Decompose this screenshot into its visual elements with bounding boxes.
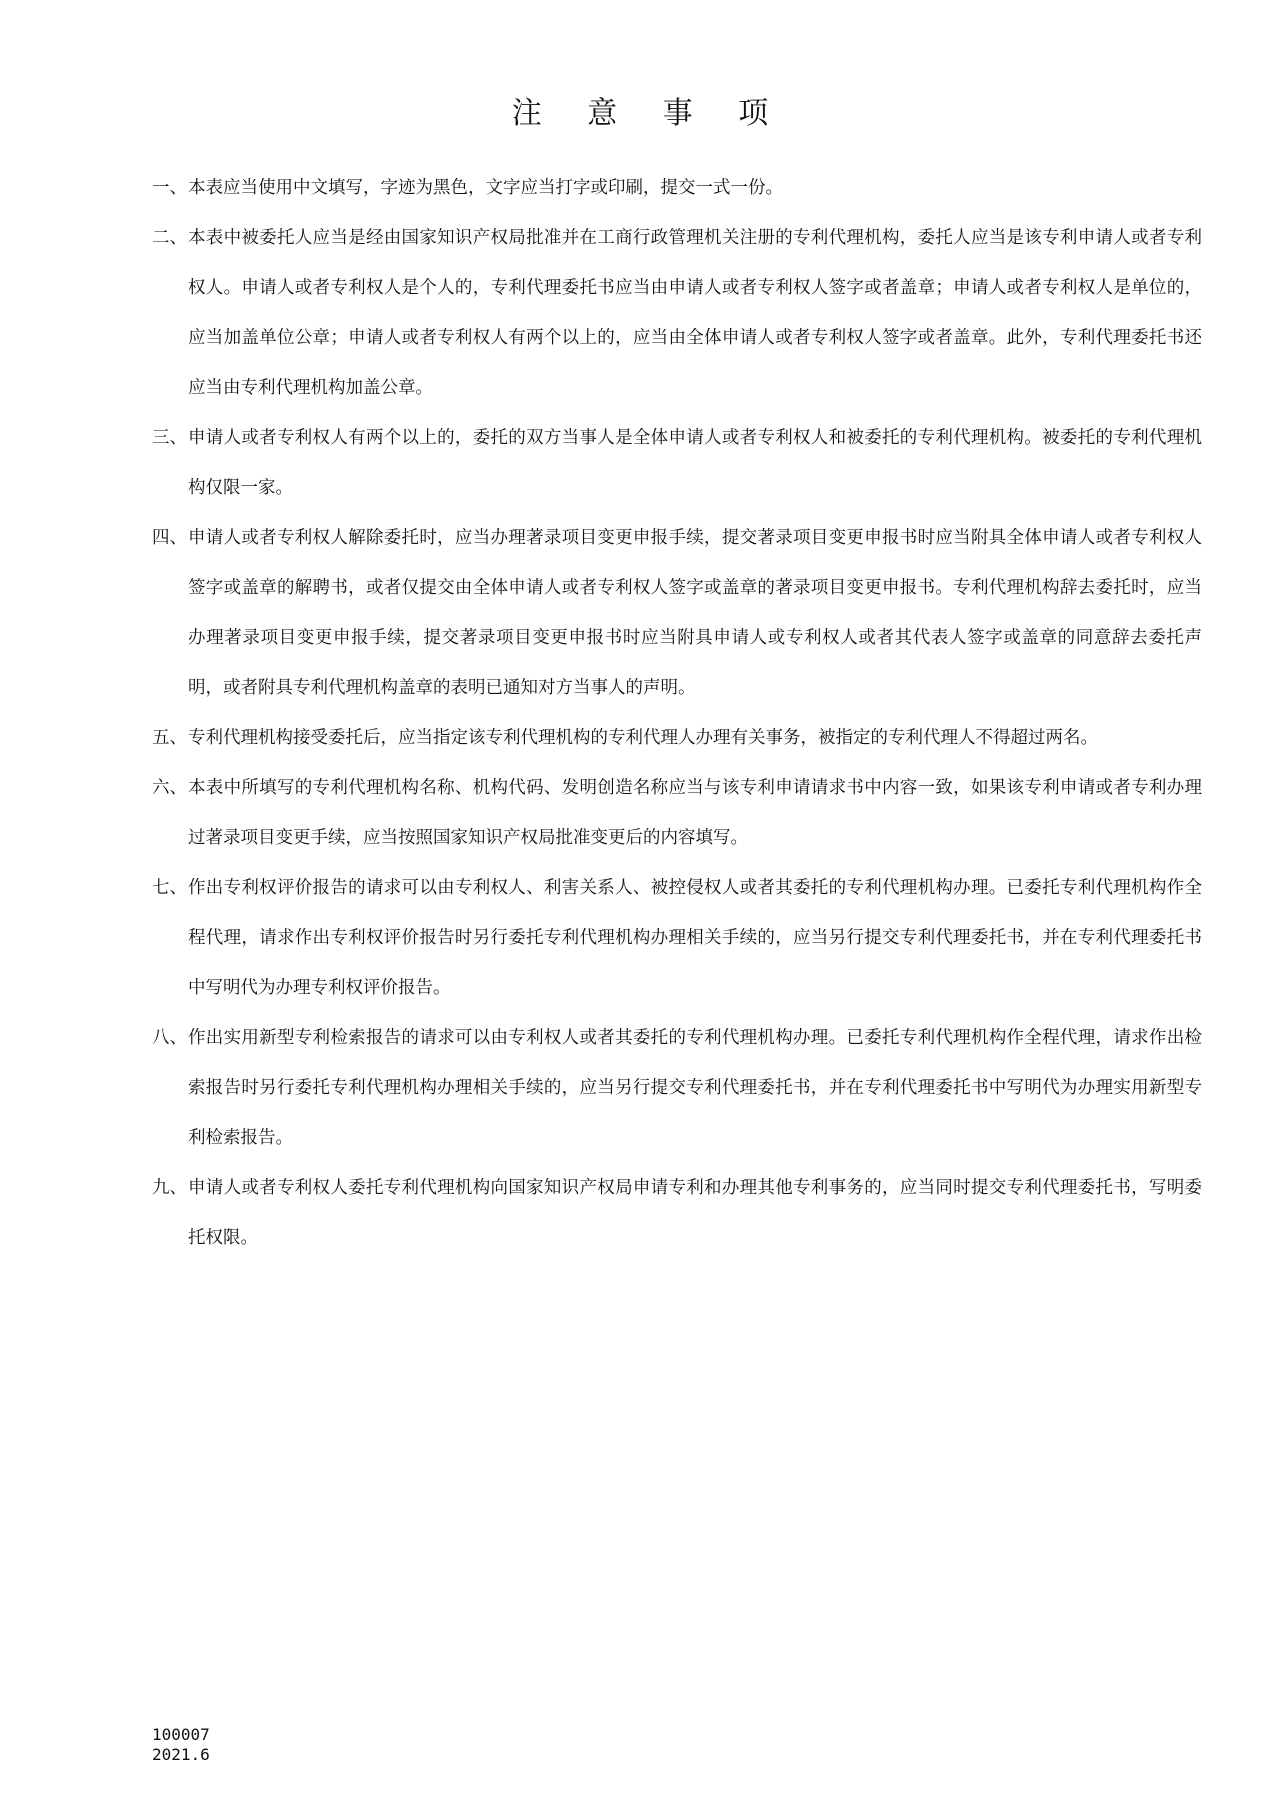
note-text: 本表中被委托人应当是经由国家知识产权局批准并在工商行政管理机关注册的专利代理机构，委托人应当是该专利申请人或者专利权人。申请人或者专利权人是个人的，专利代理委托书应当由申请人或者专利权人签字或者盖章；申请人或者专利权人是单位的，应当加盖单位公章；申请人或者专利权人有两个以上的，应当由全体申请人或者专利权人签字或者盖章。此外，专利代理委托书还应当由专利代理机构加盖公章。 [188,228,1202,398]
note-text: 专利代理机构接受委托后，应当指定该专利代理机构的专利代理人办理有关事务，被指定的专利代理人不得超过两名。 [188,728,1098,748]
note-item [152,513,1202,713]
note-item [152,763,1202,863]
form-footer [152,1725,210,1765]
note-item [152,713,1202,763]
note-text: 申请人或者专利权人委托专利代理机构向国家知识产权局申请专利和办理其他专利事务的，应当同时提交专利代理委托书，写明委托权限。 [188,1178,1202,1248]
note-number: 二、 [152,228,187,248]
note-item [152,413,1202,513]
note-number: 四、 [152,528,187,548]
note-text: 申请人或者专利权人有两个以上的，委托的双方当事人是全体申请人或者专利权人和被委托的专利代理机构。被委托的专利代理机构仅限一家。 [188,428,1202,498]
note-text: 申请人或者专利权人解除委托时，应当办理著录项目变更申报手续，提交著录项目变更申报书时应当附具全体申请人或者专利权人签字或盖章的解聘书，或者仅提交由全体申请人或者专利权人签字或盖章的著录项目变更申报书。专利代理机构辞去委托时，应当办理著录项目变更申报手续，提交著录项目变更申报书时应当附具申请人或专利权人或者其代表人签字或盖章的同意辞去委托声明，或者附具专利代理机构盖章的表明已通知对方当事人的声明。 [188,528,1202,698]
note-text: 本表应当使用中文填写，字迹为黑色，文字应当打字或印刷，提交一式一份。 [188,178,783,198]
form-code: 100007 [152,1725,210,1744]
notes-list [152,163,1202,1263]
note-item [152,1013,1202,1163]
note-number: 九、 [152,1178,187,1198]
note-number: 三、 [152,428,187,448]
note-item [152,1163,1202,1263]
page-title: 注 意 事 项 [511,96,787,131]
note-text: 作出实用新型专利检索报告的请求可以由专利权人或者其委托的专利代理机构办理。已委托专利代理机构作全程代理，请求作出检索报告时另行委托专利代理机构办理相关手续的，应当另行提交专利代理委托书，并在专利代理委托书中写明代为办理实用新型专利检索报告。 [188,1028,1202,1148]
note-item [152,863,1202,1013]
note-number: 一、 [152,178,187,198]
note-number: 七、 [152,878,187,898]
note-number: 八、 [152,1028,187,1048]
note-item [152,213,1202,413]
note-item [152,163,1202,213]
form-version: 2021.6 [152,1745,210,1764]
note-text: 作出专利权评价报告的请求可以由专利权人、利害关系人、被控侵权人或者其委托的专利代理机构办理。已委托专利代理机构作全程代理，请求作出专利权评价报告时另行委托专利代理机构办理相关手续的，应当另行提交专利代理委托书，并在专利代理委托书中写明代为办理专利权评价报告。 [188,878,1202,998]
note-number: 六、 [152,778,187,798]
note-text: 本表中所填写的专利代理机构名称、机构代码、发明创造名称应当与该专利申请请求书中内容一致，如果该专利申请或者专利办理过著录项目变更手续，应当按照国家知识产权局批准变更后的内容填写。 [188,778,1202,848]
note-number: 五、 [152,728,187,748]
